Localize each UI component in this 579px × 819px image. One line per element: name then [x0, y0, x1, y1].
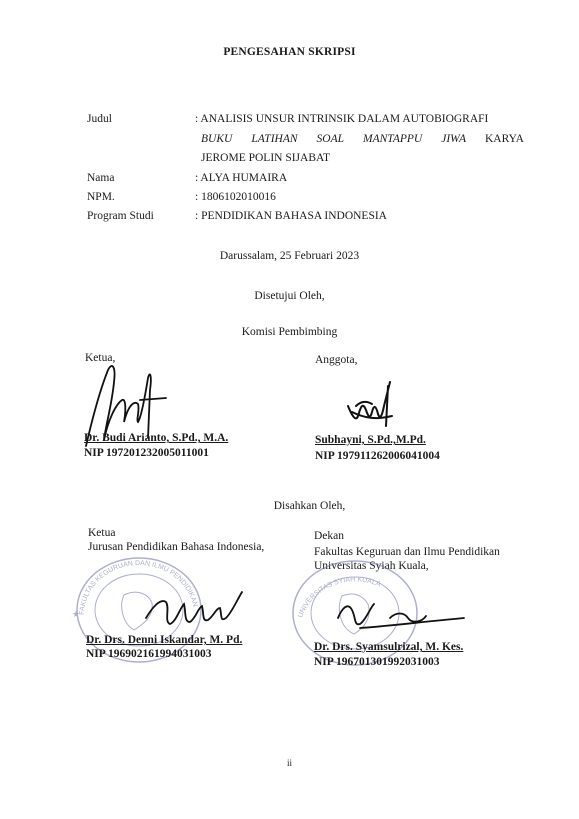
faculty-stamp — [64, 545, 214, 665]
judul-word: LATIHAN — [251, 133, 298, 145]
nama-label: Nama — [87, 172, 115, 184]
right-role: Dekan — [314, 530, 345, 542]
right-unit-2: Universitas Syiah Kuala, — [314, 560, 429, 572]
prodi-value: : PENDIDIKAN BAHASA INDONESIA — [195, 210, 387, 222]
judul-line-1 — [195, 113, 525, 125]
place-date: Darussalam, 25 Februari 2023 — [219, 250, 360, 262]
member-name: Subhayni, S.Pd.,M.Pd. — [315, 434, 426, 446]
judul-line-1-text: : ANALISIS UNSUR INTRINSIK DALAM AUTOBIOGRAFI — [195, 113, 489, 125]
head-of-department-signature — [140, 578, 250, 634]
nama-value: : ALYA HUMAIRA — [195, 172, 288, 184]
svg-text:FAKULTAS KEGURUAN DAN ILMU PEN: FAKULTAS KEGURUAN DAN ILMU PENDIDIKAN — [78, 559, 199, 616]
left-signer-nip: NIP 196902161994031003 — [86, 648, 212, 660]
judul-line-3: JEROME POLIN SIJABAT — [201, 152, 331, 164]
right-signer-nip: NIP 196701301992031003 — [314, 656, 440, 668]
left-signer-name: Dr. Drs. Denni Iskandar, M. Pd. — [86, 634, 243, 646]
prodi-label: Program Studi — [87, 210, 154, 222]
judul-word: BUKU — [201, 133, 233, 145]
chair-nip: NIP 197201232005011001 — [84, 447, 209, 459]
member-role: Anggota, — [315, 354, 358, 366]
document-title: PENGESAHAN SKRIPSI — [223, 46, 356, 58]
judul-word: SOAL — [316, 133, 345, 145]
committee-label: Komisi Pembimbing — [241, 326, 338, 338]
member-nip: NIP 197911262006041004 — [315, 450, 440, 462]
ratification-heading: Disahkan Oleh, — [273, 500, 346, 512]
member-signature — [342, 376, 402, 432]
left-unit: Jurusan Pendidikan Bahasa Indonesia, — [88, 541, 265, 553]
judul-word: KARYA — [484, 133, 524, 145]
dean-signature — [330, 588, 470, 638]
right-unit: Fakultas Keguruan dan Ilmu Pendidikan — [314, 546, 500, 558]
judul-label: Judul — [87, 113, 112, 125]
judul-word: JIWA — [441, 133, 466, 145]
page-number: ii — [286, 758, 292, 768]
judul-line-2 — [201, 133, 524, 145]
right-signer-name: Dr. Drs. Syamsulrizal, M. Kes. — [314, 641, 464, 653]
left-role: Ketua — [88, 527, 116, 539]
judul-word: MANTAPPU — [363, 133, 423, 145]
approval-heading: Disetujui Oleh, — [254, 290, 325, 302]
npm-value: : 1806102010016 — [195, 191, 276, 203]
chair-name: Dr. Budi Arianto, S.Pd., M.A. — [84, 432, 229, 444]
svg-text:★: ★ — [72, 609, 81, 619]
svg-text:UNIVERSITAS SYIAH KUALA: UNIVERSITAS SYIAH KUALA — [297, 576, 382, 619]
npm-label: NPM. — [87, 191, 115, 203]
chair-role: Ketua, — [85, 352, 116, 364]
